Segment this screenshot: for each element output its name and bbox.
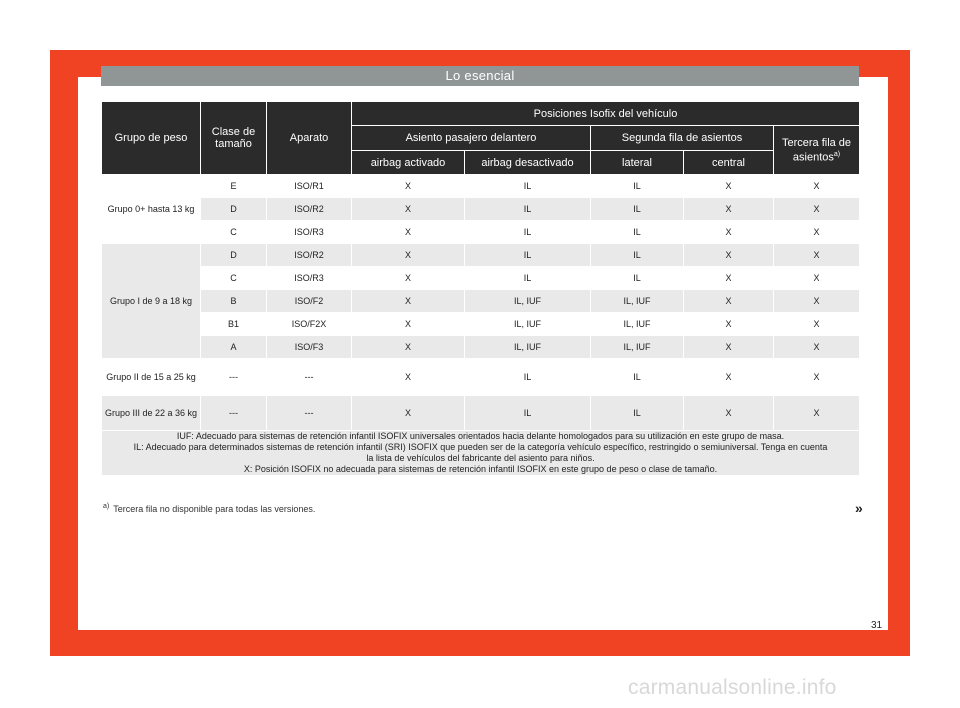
table-cell: B (201, 290, 267, 313)
table-cell: X (774, 175, 860, 198)
table-cell: X (684, 359, 774, 396)
table-cell: ISO/F2X (267, 313, 352, 336)
table-cell: X (352, 359, 465, 396)
table-cell: IL, IUF (465, 336, 591, 359)
table-cell: IL (465, 198, 591, 221)
table-cell: X (684, 198, 774, 221)
header-segunda-fila: Segunda fila de asientos (591, 126, 774, 151)
table-cell: IL (591, 175, 684, 198)
header-airbag-activado: airbag activado (352, 151, 465, 175)
table-cell: X (774, 359, 860, 396)
table-cell: ISO/R3 (267, 267, 352, 290)
table-cell: ISO/R2 (267, 244, 352, 267)
table-cell: X (352, 198, 465, 221)
continue-mark: » (855, 500, 863, 516)
table-cell: X (684, 244, 774, 267)
table-cell: IL (591, 198, 684, 221)
table-cell: X (352, 396, 465, 431)
table-cell: X (684, 336, 774, 359)
page-number: 31 (871, 620, 883, 631)
table-cell: X (684, 175, 774, 198)
table-cell: IL (591, 359, 684, 396)
table-notes (102, 431, 860, 476)
table-cell: X (774, 198, 860, 221)
table-cell: IL (465, 244, 591, 267)
table-cell: IL (591, 244, 684, 267)
table-cell: IL (465, 175, 591, 198)
table-cell: X (684, 396, 774, 431)
table-cell: --- (201, 396, 267, 431)
table-cell: IL (465, 221, 591, 244)
table-cell: X (352, 336, 465, 359)
table-cell: A (201, 336, 267, 359)
header-central: central (684, 151, 774, 175)
header-aparato: Aparato (267, 102, 352, 175)
header-asiento-delantero: Asiento pasajero delantero (352, 126, 591, 151)
table-cell: X (352, 175, 465, 198)
table-cell: D (201, 244, 267, 267)
table-cell: IL (465, 267, 591, 290)
group-cell: Grupo II de 15 a 25 kg (102, 359, 201, 396)
table-cell: D (201, 198, 267, 221)
table-cell: X (352, 267, 465, 290)
table-cell: X (774, 396, 860, 431)
footnote-ref: a) (833, 150, 841, 158)
table-cell: X (352, 290, 465, 313)
note-iuf: IUF: Adecuado para sistemas de retención infantil ISOFIX universales orientados hacia delante homologados para su utilización en este grupo de masa. (176, 431, 785, 441)
table-cell: C (201, 221, 267, 244)
header-clase-tamano: Clase de tamaño (201, 102, 267, 175)
group-cell: Grupo 0+ hasta 13 kg (102, 175, 201, 244)
table-cell: ISO/R2 (267, 198, 352, 221)
table-cell: C (201, 267, 267, 290)
group-cell: Grupo III de 22 a 36 kg (102, 396, 201, 431)
table-cell: IL (465, 396, 591, 431)
header-posiciones: Posiciones Isofix del vehículo (352, 102, 860, 126)
table-cell: X (684, 267, 774, 290)
table-cell: X (774, 221, 860, 244)
table-cell: --- (201, 359, 267, 396)
table-cell: ISO/F3 (267, 336, 352, 359)
table-cell: IL, IUF (465, 313, 591, 336)
note-il: IL: Adecuado para determinados sistemas de retención infantil (SRI) ISOFIX que pueden ser de la categoría vehículo específico, restringido o semiuniversal. Tenga en cuenta (133, 442, 828, 452)
note-x: X: Posición ISOFIX no adecuada para sistemas de retención infantil ISOFIX en este grupo de peso o clase de tamaño. (243, 464, 718, 474)
table-cell: IL (591, 396, 684, 431)
table-cell: IL (465, 359, 591, 396)
isofix-table (101, 101, 860, 476)
group-cell: Grupo I de 9 a 18 kg (102, 244, 201, 359)
table-cell: ISO/R3 (267, 221, 352, 244)
table-cell: X (352, 221, 465, 244)
footnote-mark: a) (103, 503, 110, 510)
table-cell: X (684, 290, 774, 313)
footnote (103, 503, 315, 514)
table-cell: X (774, 313, 860, 336)
table-cell: X (774, 290, 860, 313)
watermark: carmanualsonline.info (628, 676, 837, 699)
note-il-cont: la lista de vehículos del fabricante del asiento para niños. (366, 453, 595, 463)
table-cell: IL, IUF (591, 290, 684, 313)
table-cell: --- (267, 396, 352, 431)
table-cell: X (774, 267, 860, 290)
table-cell: IL, IUF (465, 290, 591, 313)
header-grupo-peso: Grupo de peso (102, 102, 201, 175)
table-cell: E (201, 175, 267, 198)
table-cell: IL, IUF (591, 336, 684, 359)
table-cell: X (684, 221, 774, 244)
header-tercera-fila: Tercera fila de asientos$^{a)}$ (774, 126, 860, 175)
table-cell: --- (267, 359, 352, 396)
table-cell: X (684, 313, 774, 336)
table-cell: IL, IUF (591, 313, 684, 336)
table-cell: X (774, 244, 860, 267)
section-title: Lo esencial (101, 66, 859, 86)
table-cell: X (352, 313, 465, 336)
table-cell: IL (591, 221, 684, 244)
table-cell: IL (591, 267, 684, 290)
header-airbag-desactivado: airbag desactivado (465, 151, 591, 175)
footnote-text: Tercera fila no disponible para todas las versiones. (113, 504, 316, 514)
header-lateral: lateral (591, 151, 684, 175)
table-cell: ISO/F2 (267, 290, 352, 313)
table-cell: X (774, 336, 860, 359)
table-cell: X (352, 244, 465, 267)
table-cell: B1 (201, 313, 267, 336)
table-cell: ISO/R1 (267, 175, 352, 198)
